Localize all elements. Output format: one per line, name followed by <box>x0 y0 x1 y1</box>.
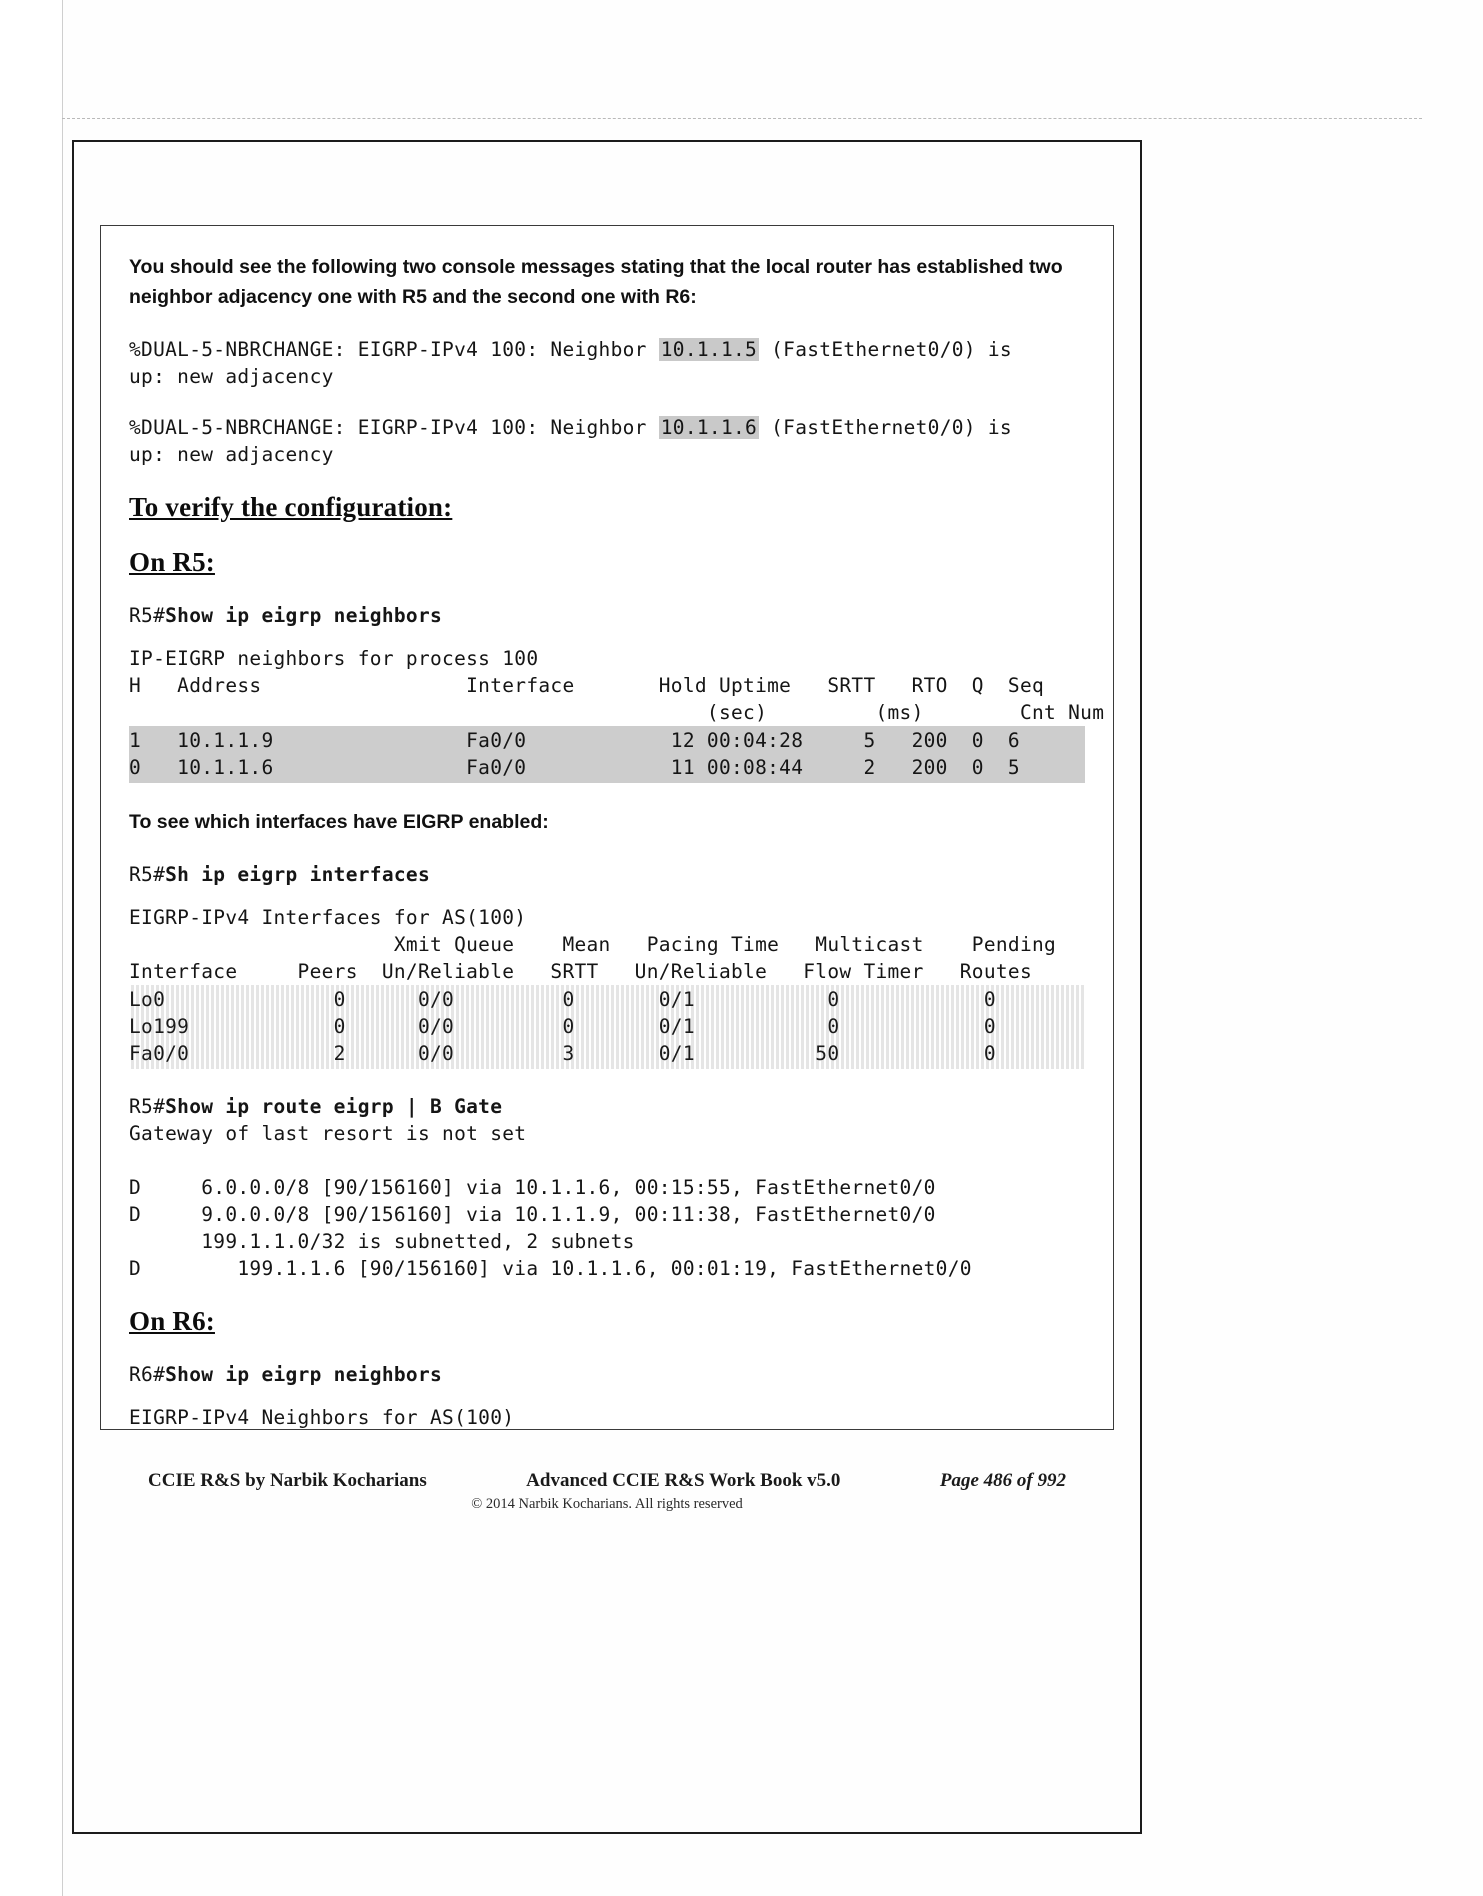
r5-interfaces-rows-highlight <box>129 985 1085 1069</box>
console-message-2 <box>129 414 1085 468</box>
r5-interfaces-header-1: Xmit Queue Mean Pacing Time Multicast Pending <box>129 933 1057 956</box>
command-text: Show ip eigrp neighbors <box>165 604 443 627</box>
command-r5-show-ip-route-eigrp <box>129 1093 1085 1120</box>
r5-neighbors-header-1: H Address Interface Hold Uptime SRTT RTO Q Seq <box>129 674 1045 697</box>
prompt-r6: R6# <box>129 1363 166 1386</box>
content-frame <box>100 225 1114 1430</box>
table-row: 0 10.1.1.6 Fa0/0 11 00:08:44 2 200 0 5 <box>129 756 1020 779</box>
command-text: Show ip eigrp neighbors <box>165 1363 443 1386</box>
scan-top-edge-artifact <box>62 118 1422 119</box>
heading-verify-configuration: To verify the configuration: <box>129 492 453 522</box>
console-msg-2-post: (FastEthernet0/0) is <box>759 416 1012 439</box>
r5-neighbors-title: IP-EIGRP neighbors for process 100 <box>129 647 539 670</box>
r5-neighbors-rows-highlight <box>129 726 1085 783</box>
heading-on-r6: On R6: <box>129 1306 215 1336</box>
prompt-r5: R5# <box>129 863 166 886</box>
table-row: Fa0/0 2 0/0 3 0/1 50 0 <box>129 1042 996 1065</box>
r6-neighbors-title: EIGRP-IPv4 Neighbors for AS(100) <box>129 1406 515 1429</box>
footer-page-number: Page 486 of 992 <box>939 1470 1066 1491</box>
command-r5-sh-ip-eigrp-interfaces <box>129 861 1085 888</box>
console-msg-2-highlight: 10.1.1.6 <box>660 416 758 439</box>
route-line: D 199.1.1.6 [90/156160] via 10.1.1.6, 00:01:19, FastEthernet0/0 <box>129 1257 972 1280</box>
r5-interfaces-header-2: Interface Peers Un/Reliable SRTT Un/Reliable Flow Timer Routes <box>129 960 1032 983</box>
console-msg-1-post: (FastEthernet0/0) is <box>759 338 1012 361</box>
command-r6-show-ip-eigrp-neighbors <box>129 1361 1085 1388</box>
footer-copyright: © 2014 Narbik Kocharians. All rights reserved <box>471 1496 743 1512</box>
console-msg-2-pre: %DUAL-5-NBRCHANGE: EIGRP-IPv4 100: Neighbor <box>129 416 659 439</box>
command-text: Sh ip eigrp interfaces <box>165 863 431 886</box>
route-line: D 9.0.0.0/8 [90/156160] via 10.1.1.9, 00:11:38, FastEthernet0/0 <box>129 1203 936 1226</box>
table-row: Lo0 0 0/0 0 0/1 0 0 <box>129 988 996 1011</box>
route-line: 199.1.1.0/32 is subnetted, 2 subnets <box>129 1230 635 1253</box>
command-text: Show ip route eigrp | B Gate <box>165 1095 503 1118</box>
r5-interfaces-title: EIGRP-IPv4 Interfaces for AS(100) <box>129 906 527 929</box>
intro-paragraph: You should see the following two console messages stating that the local router has established two neighbor adjacency one with R5 and the second one with R6: <box>129 256 1063 308</box>
route-line: Gateway of last resort is not set <box>129 1122 527 1145</box>
r5-interfaces-output <box>129 904 1085 1069</box>
page-footer <box>100 1470 1114 1513</box>
console-msg-1-line2: up: new adjacency <box>129 365 334 388</box>
footer-center: Advanced CCIE R&S Work Book v5.0 <box>526 1470 841 1491</box>
prompt-r5: R5# <box>129 1095 166 1118</box>
route-line-blank <box>129 1147 1085 1174</box>
prompt-r5: R5# <box>129 604 166 627</box>
scan-left-margin <box>0 0 63 1896</box>
console-msg-2-line2: up: new adjacency <box>129 443 334 466</box>
heading-on-r5: On R5: <box>129 547 215 577</box>
route-line: D 6.0.0.0/8 [90/156160] via 10.1.1.6, 00:15:55, FastEthernet0/0 <box>129 1176 936 1199</box>
r5-neighbors-header-2: (sec) (ms) Cnt Num <box>129 701 1105 724</box>
console-msg-1-highlight: 10.1.1.5 <box>660 338 758 361</box>
command-r5-show-ip-eigrp-neighbors <box>129 602 1085 629</box>
table-row: Lo199 0 0/0 0 0/1 0 0 <box>129 1015 996 1038</box>
footer-left: CCIE R&S by Narbik Kocharians <box>148 1470 427 1491</box>
r5-route-output <box>129 1120 1085 1282</box>
console-msg-1-pre: %DUAL-5-NBRCHANGE: EIGRP-IPv4 100: Neighbor <box>129 338 659 361</box>
r5-neighbors-output <box>129 645 1105 783</box>
text-see-interfaces: To see which interfaces have EIGRP enabled: <box>129 811 549 833</box>
table-row: 1 10.1.1.9 Fa0/0 12 00:04:28 5 200 0 6 <box>129 729 1020 752</box>
console-message-1 <box>129 336 1085 390</box>
